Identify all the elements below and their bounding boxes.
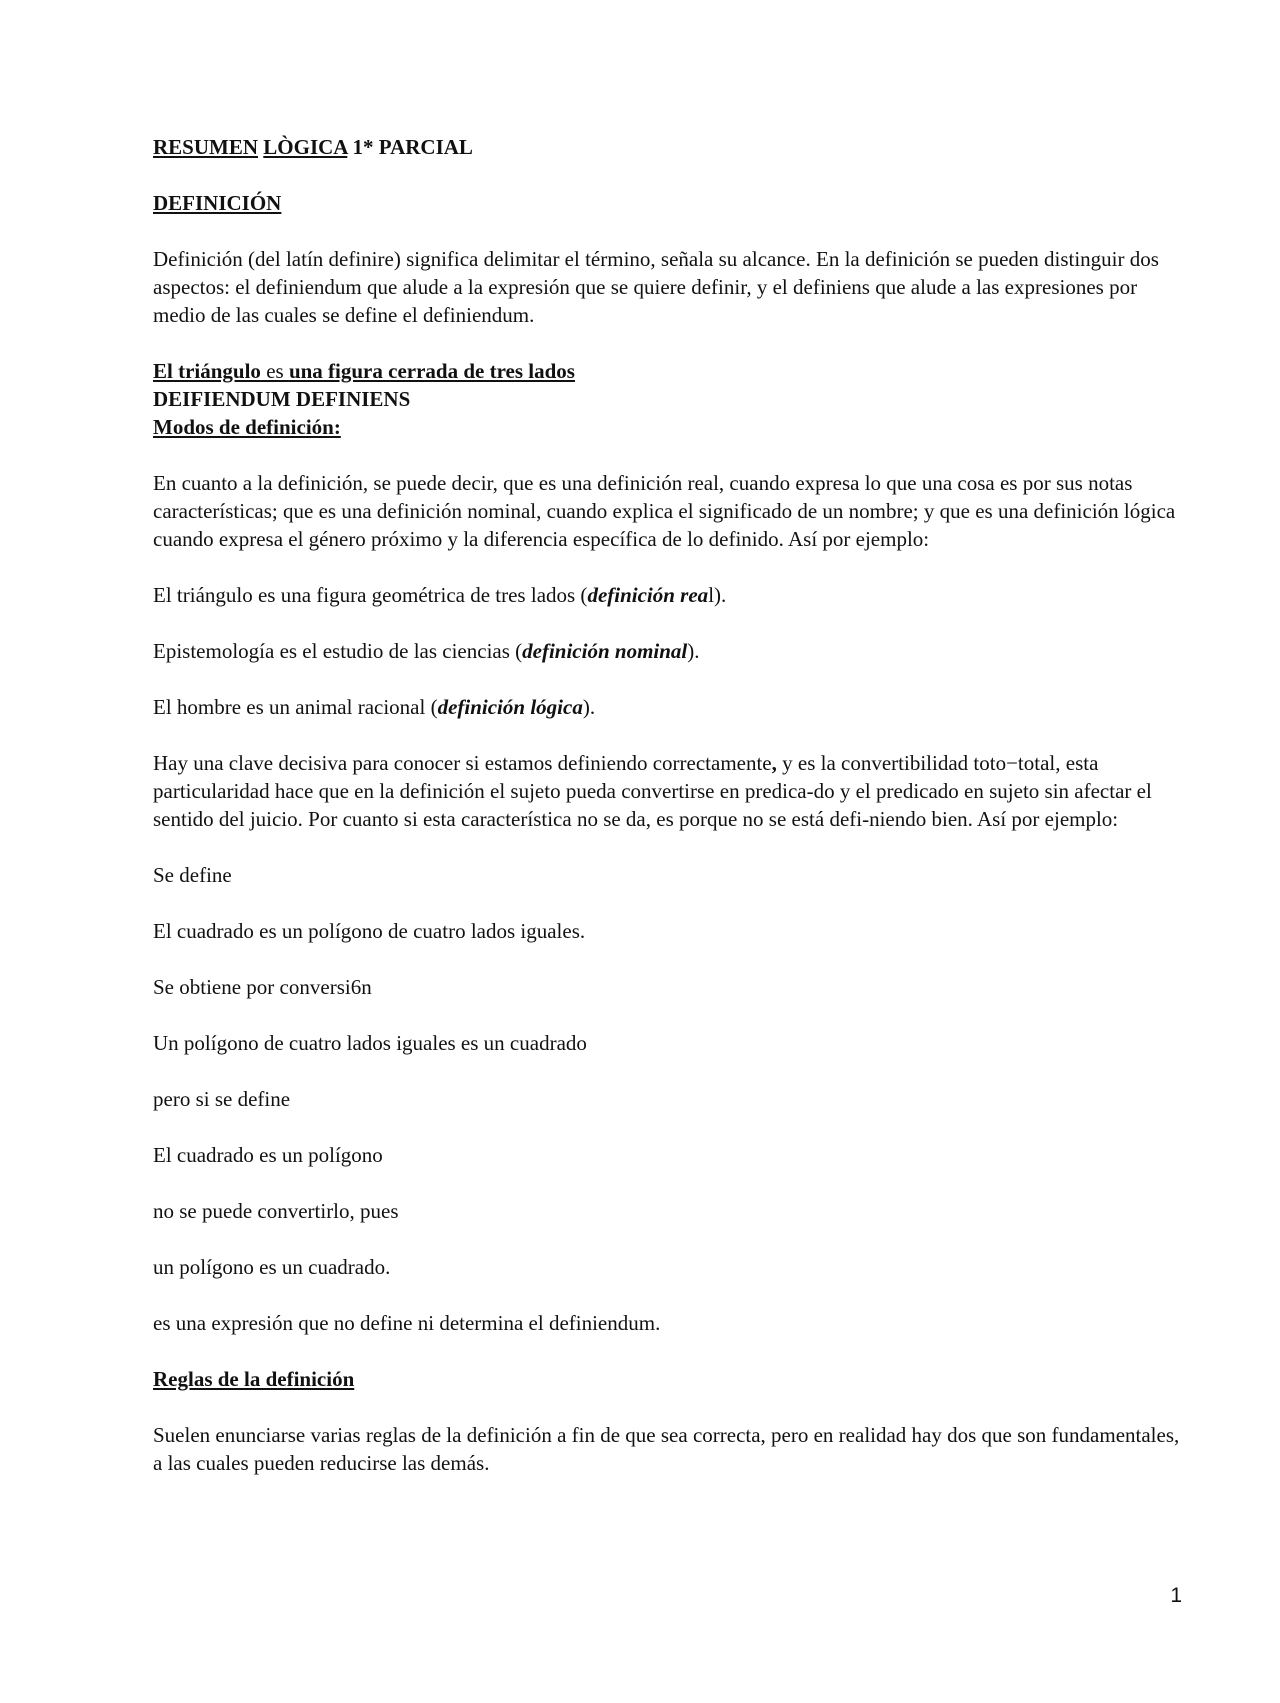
title-parcial: 1* PARCIAL <box>347 135 473 159</box>
line-poligono-cuadrado: Un polígono de cuatro lados iguales es un cuadrado <box>153 1031 587 1055</box>
example-definition <box>153 357 1193 385</box>
copula-text: es <box>260 359 289 383</box>
line-no-define: es una expresión que no define ni determina el definiendum. <box>153 1311 661 1335</box>
title-resumen: RESUMEN <box>153 135 259 159</box>
paragraph-intro: Definición (del latín definire) significa delimitar el término, señala su alcance. En la definición se pueden distinguir dos aspectos: el definiendum que alude a la expresión que se quiere definir, y el definiens que alude a las expresiones por medio de las cuales se define el definiendum. <box>153 247 1159 327</box>
line-cuadrado-definicion: El cuadrado es un polígono de cuatro lados iguales. <box>153 919 586 943</box>
example-nominal: Epistemología es el estudio de las ciencias (definición nominal). <box>153 639 700 663</box>
line-poligono-es-cuadrado: un polígono es un cuadrado. <box>153 1255 391 1279</box>
paragraph-reglas: Suelen enunciarse varias reglas de la definición a fin de que sea correcta, pero en realidad hay dos que son fundamentales, a las cuales pueden reducirse las demás. <box>153 1423 1180 1475</box>
line-pero-si: pero si se define <box>153 1087 291 1111</box>
definiens-text: una figura cerrada de tres lados <box>288 359 575 383</box>
label-definicion-nominal: definición nominal <box>522 639 688 663</box>
heading-modos: Modos de definición: <box>153 415 341 439</box>
paragraph-modos: En cuanto a la definición, se puede decir, que es una definición real, cuando expresa lo que una cosa es por sus notas características; que es una definición nominal, cuando explica el significado de un nombre; y que es una definición lógica cuando expresa el género próximo y la diferencia específica de lo definido. Así por ejemplo: <box>153 471 1176 551</box>
title-logica: LÒGICA <box>263 135 348 159</box>
definiendum-text: El triángulo <box>153 359 261 383</box>
heading-definicion: DEFINICIÓN <box>153 191 282 215</box>
document-title <box>153 133 1193 161</box>
line-no-convertir: no se puede convertirlo, pues <box>153 1199 399 1223</box>
line-conversion: Se obtiene por conversi6n <box>153 975 372 999</box>
line-cuadrado-poligono: El cuadrado es un polígono <box>153 1143 383 1167</box>
definiendum-definiens-labels: DEIFIENDUM DEFINIENS <box>153 387 411 411</box>
paragraph-clave: Hay una clave decisiva para conocer si estamos definiendo correctamente, y es la convertibilidad toto−total, esta particularidad hace que en la definición el sujeto pueda convertirse en predica-do y el predicado en sujeto sin afectar el sentido del juicio. Por cuanto si esta característica no se da, es porque no se está defi-niendo bien. Así por ejemplo: <box>153 751 1152 831</box>
example-logica: El hombre es un animal racional (definición lógica). <box>153 695 596 719</box>
label-definicion-logica: definición lógica <box>437 695 583 719</box>
document-page <box>153 133 1193 1477</box>
heading-reglas: Reglas de la definición <box>153 1367 355 1391</box>
label-definicion-real: definición rea <box>587 583 709 607</box>
page-number: 1 <box>1170 1584 1182 1607</box>
example-real: El triángulo es una figura geométrica de tres lados (definición real). <box>153 583 727 607</box>
line-se-define: Se define <box>153 863 232 887</box>
